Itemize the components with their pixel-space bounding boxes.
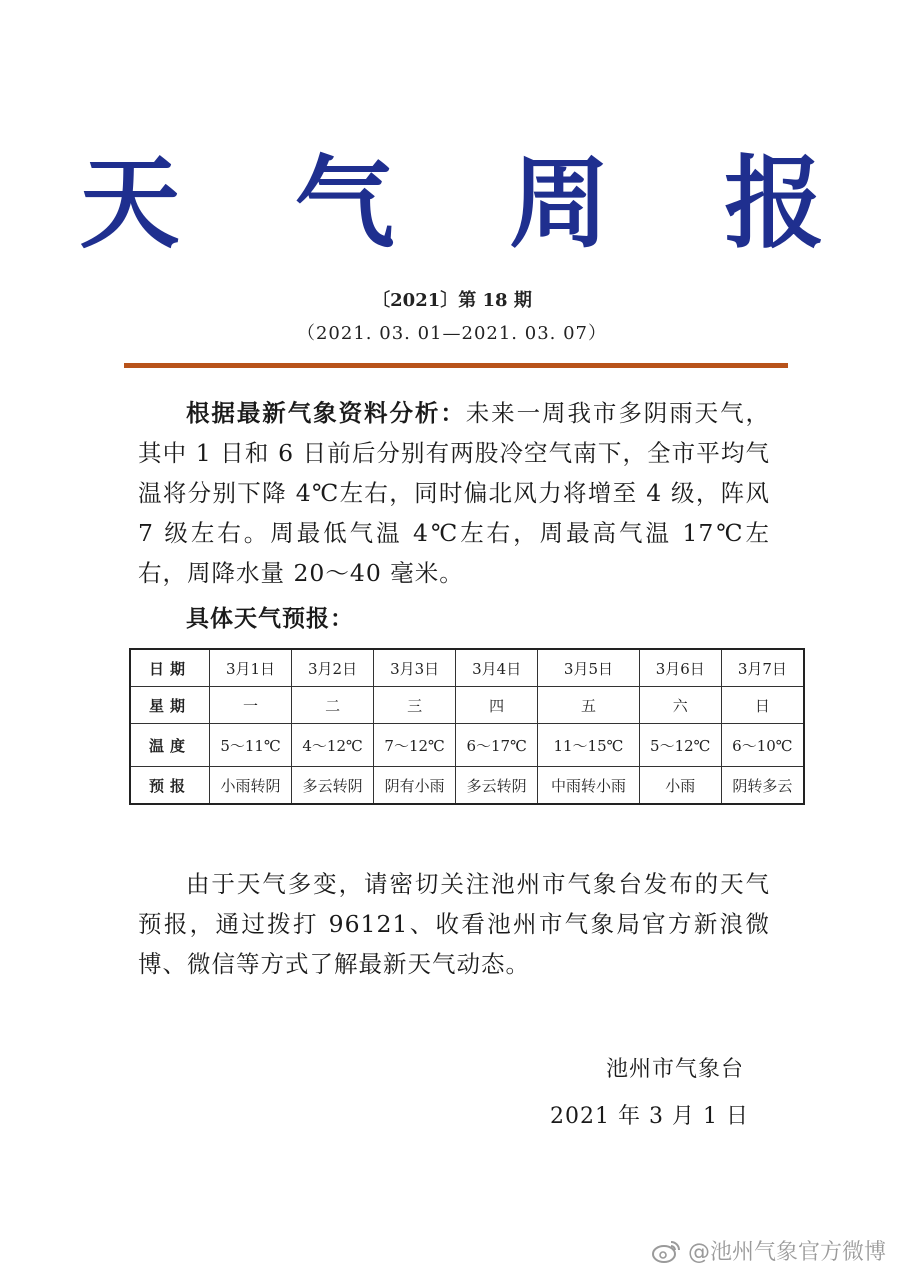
cell-date: 3月4日 xyxy=(456,649,538,687)
analysis-paragraph xyxy=(138,393,770,593)
table-row-temperature xyxy=(130,724,804,767)
cell-temperature: 4～12℃ xyxy=(292,724,374,767)
cell-weather: 中雨转小雨 xyxy=(538,767,640,805)
forecast-heading: 具体天气预报： xyxy=(186,605,354,632)
cell-date: 3月7日 xyxy=(721,649,804,687)
table-row-weekday xyxy=(130,687,804,724)
signature-organization: 池州市气象台 xyxy=(605,1057,744,1082)
notice-paragraph: 由于天气多变，请密切关注池州市气象台发布的天气预报，通过拨打 96121、收看池州市气象局官方新浪微博、微信等方式了解最新天气动态。 xyxy=(138,870,770,978)
cell-date: 3月3日 xyxy=(374,649,456,687)
cell-weather: 多云转阴 xyxy=(456,767,538,805)
cell-weekday: 六 xyxy=(639,687,721,724)
cell-weekday: 五 xyxy=(538,687,640,724)
cell-date: 3月5日 xyxy=(538,649,640,687)
analysis-body: 未来一周我市多阴雨天气，其中 1 日和 6 日前后分别有两股冷空气南下，全市平均气温将分别下降 4℃左右，同时偏北风力将增至 4 级，阵风 7 级左右。周最低气温 4℃左右，周最高气温 17℃左右，周降水量 20～40 毫米。 xyxy=(138,399,770,587)
table-row-date xyxy=(130,649,804,687)
row-label-weekday: 星期 xyxy=(130,687,210,724)
issue-number: 〔2021〕第 18 期 xyxy=(372,290,532,311)
cell-date: 3月1日 xyxy=(210,649,292,687)
forecast-period: （2021. 03. 01—2021. 03. 07） xyxy=(296,323,607,344)
cell-weekday: 四 xyxy=(456,687,538,724)
cell-weekday: 日 xyxy=(721,687,804,724)
cell-temperature: 11～15℃ xyxy=(538,724,640,767)
cell-temperature: 7～12℃ xyxy=(374,724,456,767)
row-label-date: 日期 xyxy=(130,649,210,687)
document-title: 天 气 周 报 xyxy=(79,144,865,262)
cell-weather: 小雨 xyxy=(639,767,721,805)
analysis-lead: 根据最新气象资料分析： xyxy=(186,399,466,427)
header-divider xyxy=(124,363,788,368)
forecast-table xyxy=(129,648,805,805)
table-row-weather xyxy=(130,767,804,805)
cell-date: 3月2日 xyxy=(292,649,374,687)
signature-date: 2021 年 3 月 1 日 xyxy=(550,1104,749,1129)
cell-weekday: 三 xyxy=(374,687,456,724)
weibo-watermark xyxy=(652,1235,886,1266)
cell-temperature: 5～12℃ xyxy=(639,724,721,767)
row-label-temperature: 温度 xyxy=(130,724,210,767)
row-label-weather: 预报 xyxy=(130,767,210,805)
cell-temperature: 6～10℃ xyxy=(721,724,804,767)
cell-date: 3月6日 xyxy=(639,649,721,687)
cell-weather: 多云转阴 xyxy=(292,767,374,805)
watermark-text: @池州气象官方微博 xyxy=(687,1240,886,1265)
cell-weather: 阴有小雨 xyxy=(374,767,456,805)
cell-temperature: 6～17℃ xyxy=(456,724,538,767)
cell-temperature: 5～11℃ xyxy=(210,724,292,767)
cell-weekday: 二 xyxy=(292,687,374,724)
cell-weather: 阴转多云 xyxy=(721,767,804,805)
cell-weekday: 一 xyxy=(210,687,292,724)
weibo-icon xyxy=(652,1238,682,1264)
cell-weather: 小雨转阴 xyxy=(210,767,292,805)
